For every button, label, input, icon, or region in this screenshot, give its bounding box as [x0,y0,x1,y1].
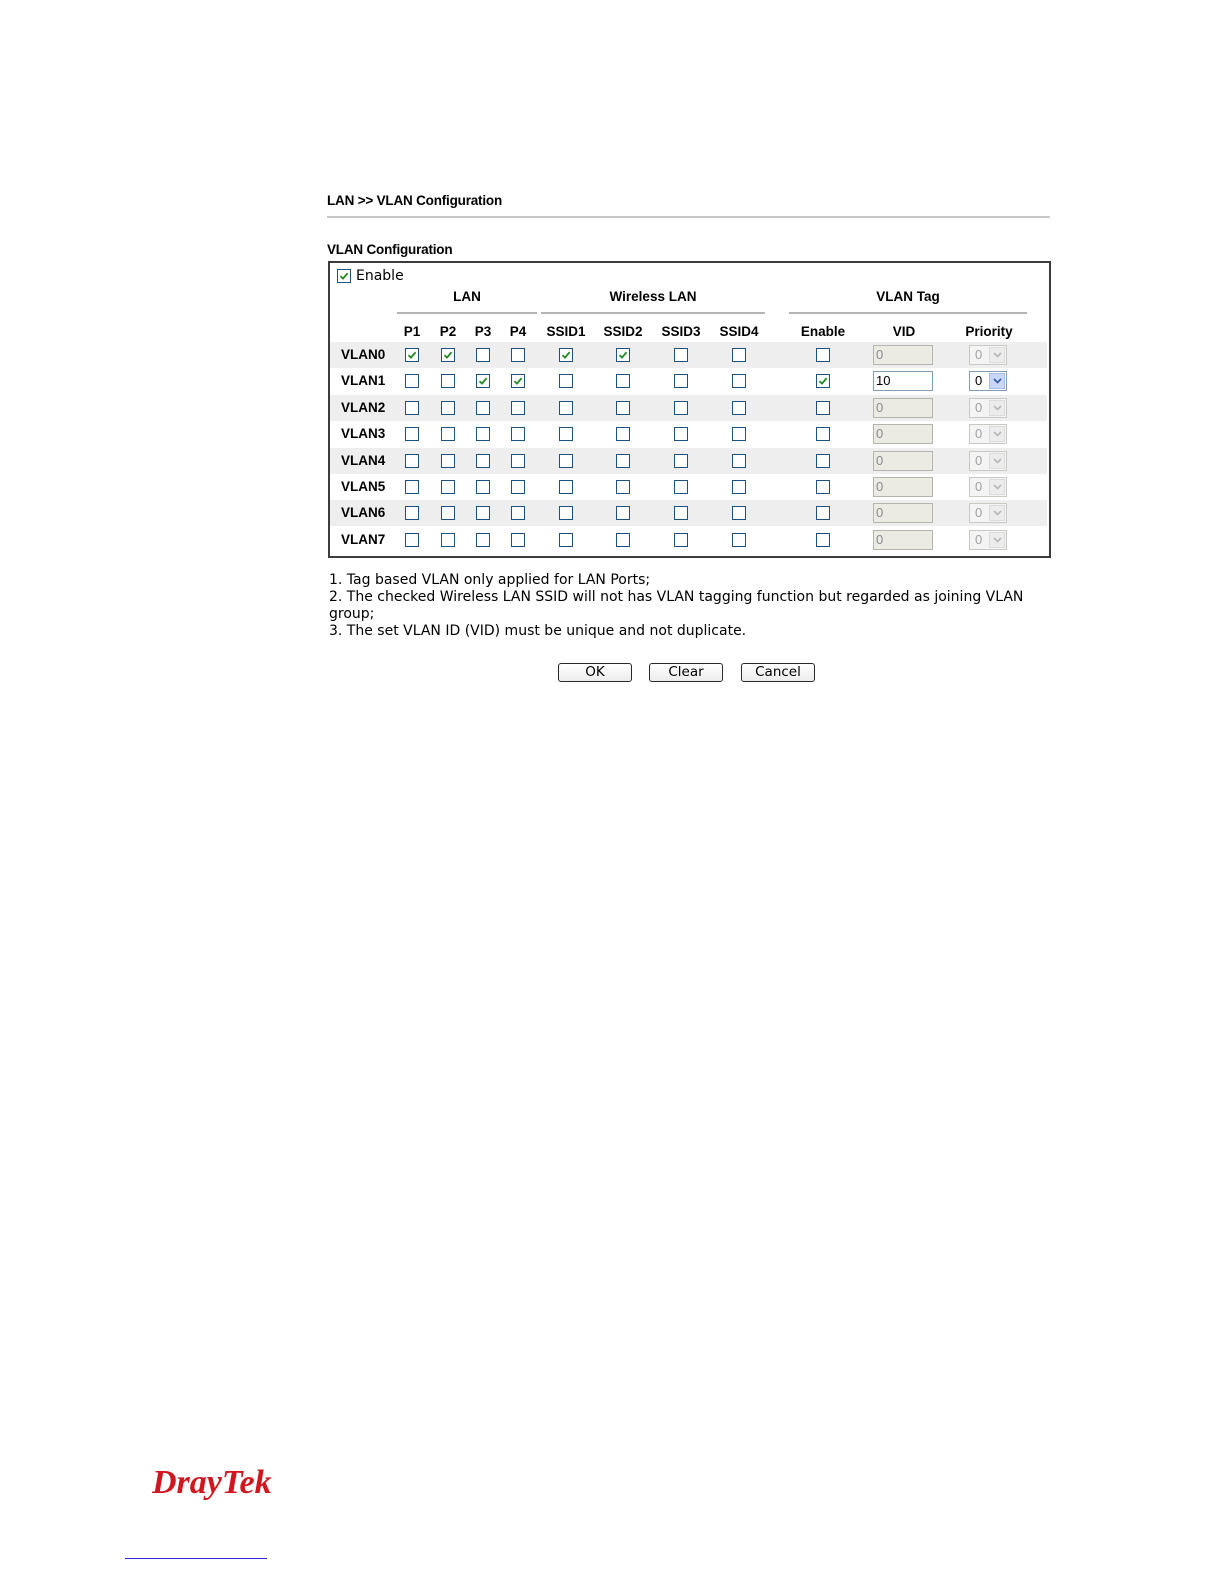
column-header-vid: VID [892,324,916,339]
checkbox-ssid4[interactable] [732,506,746,520]
note-2: 2. The checked Wireless LAN SSID will not has VLAN tagging function but regarded as joining VLAN group; [329,589,1024,622]
vid-input[interactable]: 0 [873,530,933,550]
priority-value: 0 [975,453,983,468]
checkbox-tag-enable[interactable] [816,506,830,520]
checkbox-p2[interactable] [441,401,455,415]
priority-select[interactable] [969,503,1007,523]
column-header-ssid1: SSID1 [546,324,586,339]
priority-value: 0 [975,479,983,494]
draytek-logo [152,1462,287,1506]
priority-value: 0 [975,373,983,388]
priority-select[interactable] [969,371,1007,391]
checkmark-icon [513,376,523,386]
chevron-down-icon[interactable] [989,426,1005,442]
chevron-down-icon[interactable] [989,479,1005,495]
clear-button[interactable]: Clear [649,663,723,682]
column-header-tag-enable: Enable [800,324,846,339]
checkbox-ssid4[interactable] [732,348,746,362]
section-title: VLAN Configuration [327,242,453,257]
checkbox-tag-enable[interactable] [816,348,830,362]
priority-value: 0 [975,426,983,441]
checkbox-tag-enable[interactable] [816,401,830,415]
checkbox-ssid2[interactable] [616,348,630,362]
checkbox-tag-enable[interactable] [816,454,830,468]
vlan-row [330,342,1047,368]
vlan-row-label: VLAN0 [341,347,386,362]
priority-select[interactable] [969,451,1007,471]
checkbox-tag-enable[interactable] [816,533,830,547]
checkbox-p1[interactable] [405,374,419,388]
priority-value: 0 [975,505,983,520]
checkbox-p3[interactable] [476,454,490,468]
vid-input[interactable]: 0 [873,424,933,444]
checkbox-p3[interactable] [476,401,490,415]
note-1: 1. Tag based VLAN only applied for LAN Ports; [329,572,651,588]
vlan-row-label: VLAN7 [341,532,386,547]
checkbox-ssid2[interactable] [616,506,630,520]
footer-link-rule [125,1558,267,1559]
checkbox-p1[interactable] [405,427,419,441]
breadcrumb: LAN >> VLAN Configuration [327,193,502,208]
vlan-row-label: VLAN3 [341,426,386,441]
column-header-p2: P2 [439,324,457,339]
vid-input[interactable]: 0 [873,451,933,471]
priority-select[interactable] [969,345,1007,365]
breadcrumb-divider [327,216,1050,218]
vlan-row-label: VLAN4 [341,453,386,468]
vid-input[interactable]: 0 [873,477,933,497]
checkbox-ssid2[interactable] [616,401,630,415]
priority-value: 0 [975,347,983,362]
column-header-p4: P4 [509,324,527,339]
note-3: 3. The set VLAN ID (VID) must be unique and not duplicate. [329,623,747,639]
priority-value: 0 [975,400,983,415]
checkbox-p2[interactable] [441,427,455,441]
ok-button[interactable]: OK [558,663,632,682]
checkbox-p1[interactable] [405,480,419,494]
cancel-button[interactable]: Cancel [741,663,815,682]
vlan-row-label: VLAN2 [341,400,386,415]
checkbox-p4[interactable] [511,506,525,520]
checkbox-ssid4[interactable] [732,480,746,494]
group-header-vlan-tag: VLAN Tag [876,289,940,304]
vid-input[interactable]: 10 [873,371,933,391]
checkbox-p3[interactable] [476,427,490,441]
checkmark-icon [407,350,417,360]
checkmark-icon [818,376,828,386]
checkbox-p2[interactable] [441,533,455,547]
checkbox-ssid1[interactable] [559,348,573,362]
checkbox-ssid3[interactable] [674,454,688,468]
checkmark-icon [478,376,488,386]
checkbox-p4[interactable] [511,533,525,547]
checkbox-p4[interactable] [511,348,525,362]
column-header-ssid3: SSID3 [661,324,701,339]
column-header-p3: P3 [474,324,492,339]
checkbox-p4[interactable] [511,427,525,441]
chevron-down-icon[interactable] [989,532,1005,548]
checkbox-ssid1[interactable] [559,401,573,415]
checkbox-ssid1[interactable] [559,533,573,547]
checkbox-p2[interactable] [441,454,455,468]
checkbox-ssid3[interactable] [674,348,688,362]
checkbox-ssid4[interactable] [732,401,746,415]
priority-select[interactable] [969,424,1007,444]
chevron-down-icon[interactable] [989,347,1005,363]
checkbox-p2[interactable] [441,480,455,494]
checkbox-p1[interactable] [405,401,419,415]
chevron-down-icon[interactable] [989,453,1005,469]
checkbox-p4[interactable] [511,454,525,468]
checkbox-ssid3[interactable] [674,480,688,494]
vlan-row [330,368,1047,394]
checkmark-icon [339,271,349,281]
priority-select[interactable] [969,477,1007,497]
vid-input[interactable]: 0 [873,398,933,418]
checkbox-tag-enable[interactable] [816,480,830,494]
checkbox-ssid3[interactable] [674,427,688,441]
checkbox-tag-enable[interactable] [816,427,830,441]
checkbox-p4[interactable] [511,401,525,415]
vlan-row [330,448,1047,474]
column-header-p1: P1 [403,324,421,339]
checkbox-ssid3[interactable] [674,374,688,388]
vlan-row-label: VLAN5 [341,479,386,494]
enable-vlan-checkbox[interactable] [337,269,351,283]
vid-input[interactable]: 0 [873,503,933,523]
group-divider-wireless-lan [541,312,765,314]
chevron-down-icon[interactable] [989,505,1005,521]
checkbox-ssid3[interactable] [674,401,688,415]
group-divider-vlan-tag [789,312,1027,314]
checkbox-p1[interactable] [405,348,419,362]
checkbox-ssid2[interactable] [616,480,630,494]
checkbox-p1[interactable] [405,533,419,547]
column-header-priority: Priority [965,324,1013,339]
checkbox-ssid1[interactable] [559,506,573,520]
priority-select[interactable] [969,398,1007,418]
checkmark-icon [443,350,453,360]
checkbox-p2[interactable] [441,374,455,388]
group-header-wireless-lan: Wireless LAN [609,289,697,304]
group-header-lan: LAN [453,289,481,304]
chevron-down-icon[interactable] [989,373,1005,389]
vid-input[interactable]: 0 [873,345,933,365]
checkbox-p4[interactable] [511,480,525,494]
checkbox-ssid2[interactable] [616,454,630,468]
vlan-row [330,421,1047,447]
checkbox-ssid4[interactable] [732,427,746,441]
checkbox-ssid2[interactable] [616,427,630,441]
checkbox-ssid2[interactable] [616,374,630,388]
checkbox-ssid3[interactable] [674,506,688,520]
priority-select[interactable] [969,530,1007,550]
checkbox-p2[interactable] [441,348,455,362]
checkbox-p3[interactable] [476,374,490,388]
column-header-ssid4: SSID4 [719,324,759,339]
priority-value: 0 [975,532,983,547]
vlan-row-label: VLAN6 [341,505,386,520]
checkbox-p3[interactable] [476,348,490,362]
vlan-row [330,527,1047,553]
logo-wordmark: DrayTek [152,1464,272,1501]
checkbox-p1[interactable] [405,506,419,520]
checkbox-p3[interactable] [476,480,490,494]
checkbox-ssid3[interactable] [674,533,688,547]
checkbox-ssid4[interactable] [732,454,746,468]
checkbox-ssid1[interactable] [559,427,573,441]
group-divider-lan [397,312,537,314]
chevron-down-icon[interactable] [989,400,1005,416]
enable-vlan-label: Enable [356,268,404,284]
checkbox-ssid4[interactable] [732,533,746,547]
checkbox-p4[interactable] [511,374,525,388]
checkbox-p3[interactable] [476,533,490,547]
checkbox-p3[interactable] [476,506,490,520]
checkbox-ssid1[interactable] [559,374,573,388]
vlan-row-label: VLAN1 [341,373,386,388]
vlan-row [330,395,1047,421]
checkmark-icon [618,350,628,360]
vlan-row [330,474,1047,500]
checkbox-ssid2[interactable] [616,533,630,547]
vlan-row [330,500,1047,526]
checkmark-icon [561,350,571,360]
checkbox-ssid1[interactable] [559,454,573,468]
checkbox-p1[interactable] [405,454,419,468]
checkbox-tag-enable[interactable] [816,374,830,388]
column-header-ssid2: SSID2 [603,324,643,339]
notes [329,572,1049,640]
checkbox-ssid1[interactable] [559,480,573,494]
checkbox-p2[interactable] [441,506,455,520]
checkbox-ssid4[interactable] [732,374,746,388]
